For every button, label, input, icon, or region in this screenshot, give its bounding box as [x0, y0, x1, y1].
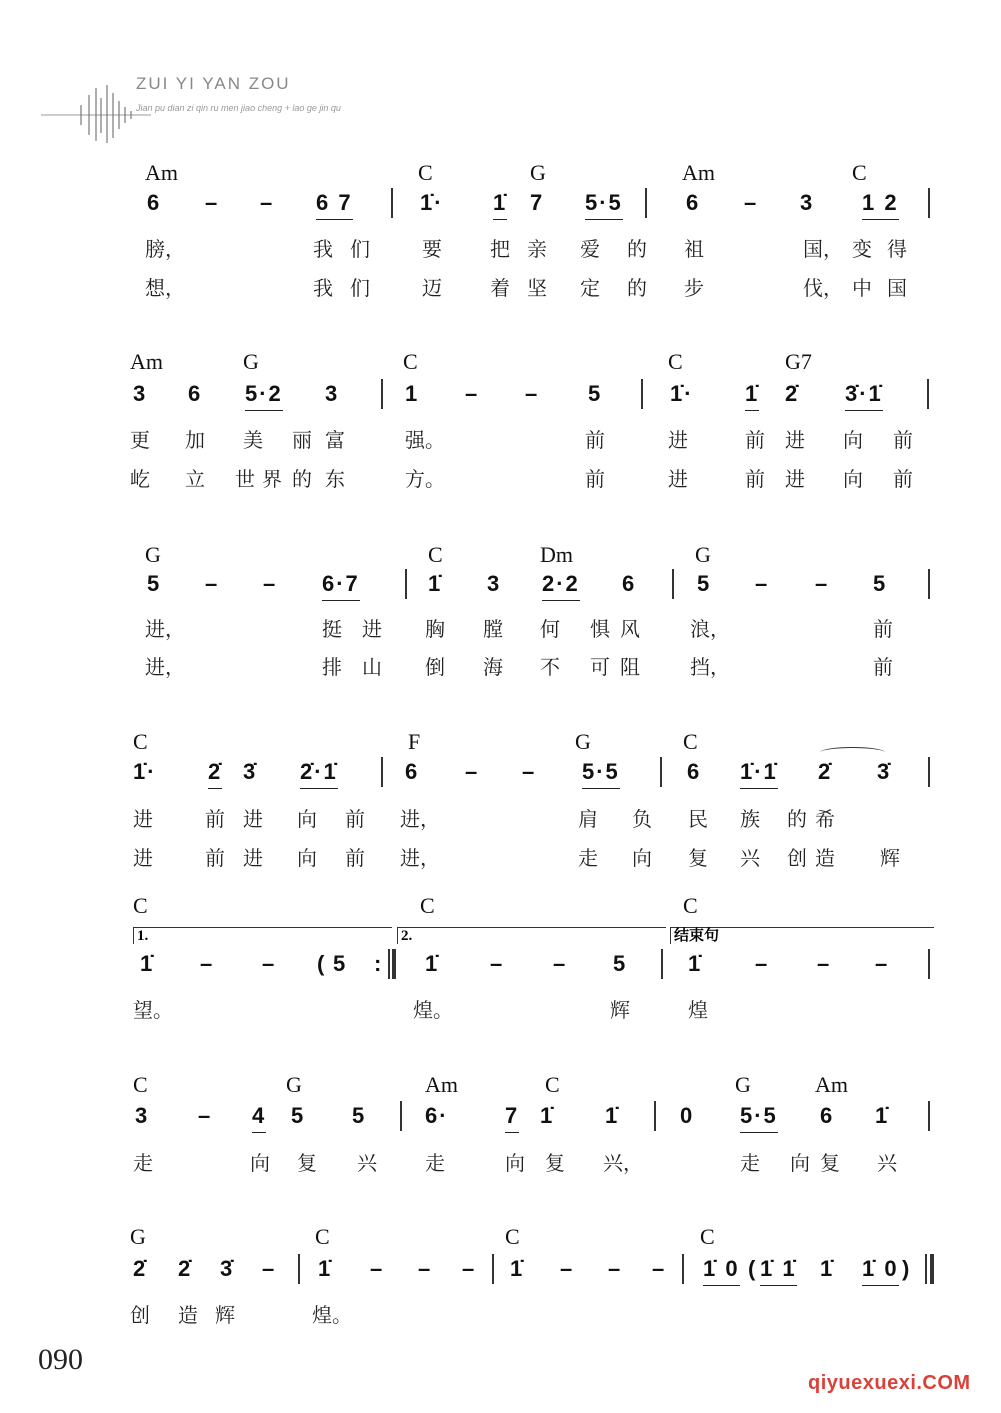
lyric-char: 山 [362, 655, 382, 679]
lyric-char: 富 [325, 428, 345, 452]
tie-arc [820, 747, 885, 758]
note: – [465, 381, 480, 406]
lyric-char: 祖 [684, 237, 704, 261]
volta-bracket: 结束句 [670, 927, 934, 944]
lyric-char: 前 [873, 655, 893, 679]
barline [928, 188, 930, 218]
barline [298, 1254, 300, 1284]
note: 1̇ [140, 951, 155, 976]
note: 6 [686, 190, 701, 215]
lyric-char: 着 [490, 276, 510, 300]
lyric-char: 民 [688, 807, 708, 831]
lyric-char: 美 [243, 428, 263, 452]
lyric-char: 方。 [405, 467, 445, 491]
note: 3 [487, 571, 502, 596]
note: 3̇ [877, 759, 892, 784]
lyric-char: 兴 [877, 1151, 897, 1175]
barline [641, 379, 643, 409]
note: 1 2 [862, 190, 899, 220]
note: 5 [588, 381, 603, 406]
note: 1̇· [133, 759, 157, 784]
note: – [200, 951, 215, 976]
lyric-char: 进 [133, 807, 153, 831]
note: 3̇ [243, 759, 258, 784]
note: – [260, 190, 275, 215]
lyric-char: 我 [313, 237, 333, 261]
lyric-char: 国， [803, 237, 843, 261]
chord-symbol: Am [815, 1072, 848, 1097]
note: – [465, 759, 480, 784]
lyric-char: 进 [362, 617, 382, 641]
lyric-char: 排 [322, 655, 342, 679]
lyric-char: 何 [540, 617, 560, 641]
note: 6·7 [322, 571, 360, 601]
note: 5·2 [245, 381, 283, 411]
lyric-char: 进， [400, 807, 440, 831]
note: 1̇ [493, 190, 507, 220]
lyric-char: 要 [422, 237, 442, 261]
lyric-char: 辉 [215, 1303, 235, 1327]
chord-symbol: C [505, 1224, 520, 1249]
note: 1̇ [510, 1256, 525, 1281]
note: – [263, 571, 278, 596]
lyric-char: 的 [292, 467, 312, 491]
barline [927, 379, 929, 409]
chord-symbol: G [530, 160, 546, 185]
lyric-char: 们 [350, 237, 370, 261]
double-barline [925, 1254, 927, 1284]
note: 1̇ [605, 1103, 620, 1128]
note: 1̇ [540, 1103, 555, 1128]
lyric-char: 界 [262, 467, 282, 491]
lyric-char: 向 [297, 846, 317, 870]
note: 1̇ [425, 951, 440, 976]
lyric-char: 屹 [130, 467, 150, 491]
note: 1̇· [420, 190, 444, 215]
lyric-char: 浪， [690, 617, 730, 641]
note: 5 [697, 571, 712, 596]
lyric-char: 更 [130, 428, 150, 452]
note: – [553, 951, 568, 976]
chord-symbol: F [408, 729, 421, 754]
lyric-char: 进， [400, 846, 440, 870]
note: – [205, 571, 220, 596]
barline [928, 949, 930, 979]
lyric-char: 海 [483, 655, 503, 679]
lyric-char: 复 [688, 846, 708, 870]
chord-symbol: C [683, 893, 698, 918]
lyric-char: 向 [250, 1151, 270, 1175]
note: 1̇·1̇ [740, 759, 778, 789]
chord-symbol: C [668, 349, 683, 374]
note: 1̇· [670, 381, 694, 406]
note: – [262, 1256, 277, 1281]
note: – [560, 1256, 575, 1281]
note: – [262, 951, 277, 976]
chord-symbol: C [133, 729, 148, 754]
lyric-char: 复 [820, 1151, 840, 1175]
lyric-char: 定 [580, 276, 600, 300]
lyric-char: 进 [668, 428, 688, 452]
note: 3̇ [220, 1256, 235, 1281]
page-number: 090 [38, 1343, 83, 1376]
lyric-char: 前 [205, 846, 225, 870]
lyric-char: 可 [590, 655, 610, 679]
lyric-char: 前 [745, 467, 765, 491]
note: 7 [505, 1103, 519, 1133]
lyric-char: 坚 [527, 276, 547, 300]
chord-symbol: G [243, 349, 259, 374]
lyric-char: 辉 [880, 846, 900, 870]
barline [928, 569, 930, 599]
lyric-char: 进， [145, 655, 185, 679]
barline [654, 1101, 656, 1131]
lyric-char: 膀， [145, 237, 185, 261]
barline [928, 1101, 930, 1131]
chord-symbol: C [133, 1072, 148, 1097]
note: 6 [622, 571, 637, 596]
barline [492, 1254, 494, 1284]
lyric-char: 肩 [578, 807, 598, 831]
lyric-char: 族 [740, 807, 760, 831]
barline [645, 188, 647, 218]
lyric-char: 煌 [688, 998, 708, 1022]
note: 6 7 [316, 190, 353, 220]
barline [660, 757, 662, 787]
note: 1̇ 1̇ [760, 1256, 797, 1286]
volta-bracket: 2. [397, 927, 666, 944]
note: 1̇ [428, 571, 443, 596]
lyric-char: 丽 [292, 428, 312, 452]
lyric-char: 走 [740, 1151, 760, 1175]
note: 3 [135, 1103, 150, 1128]
note: 5 [147, 571, 162, 596]
lyric-char: 惧 [590, 617, 610, 641]
note: – [755, 951, 770, 976]
lyric-char: 我 [313, 276, 333, 300]
barline [391, 188, 393, 218]
note: – [652, 1256, 667, 1281]
lyric-char: 想， [145, 276, 185, 300]
lyric-char: 望。 [133, 998, 173, 1022]
lyric-char: 把 [490, 237, 510, 261]
lyric-char: 强。 [405, 428, 445, 452]
note: 2̇ [818, 759, 833, 784]
note: – [370, 1256, 385, 1281]
note: 1̇ [688, 951, 703, 976]
note: 2̇ [208, 759, 222, 789]
lyric-char: 兴， [603, 1151, 643, 1175]
lyric-char: 风 [620, 617, 640, 641]
note: – [418, 1256, 433, 1281]
note: 1̇ 0 [862, 1256, 899, 1286]
chord-symbol: G [286, 1072, 302, 1097]
chord-symbol: C [545, 1072, 560, 1097]
note: – [490, 951, 505, 976]
note: 1 [405, 381, 420, 406]
note: – [522, 759, 537, 784]
lyric-char: 前 [745, 428, 765, 452]
chord-symbol: G [695, 542, 711, 567]
lyric-char: 造 [815, 846, 835, 870]
lyric-char: 阻 [620, 655, 640, 679]
lyric-char: 挡， [690, 655, 730, 679]
lyric-char: 进， [145, 617, 185, 641]
lyric-char: 兴 [740, 846, 760, 870]
lyric-char: 前 [345, 807, 365, 831]
note: – [608, 1256, 623, 1281]
note: 2̇ [133, 1256, 148, 1281]
lyric-char: 东 [325, 467, 345, 491]
note: 4 [252, 1103, 266, 1133]
logo-title: ZUI YI YAN ZOU [136, 74, 291, 93]
lyric-char: 前 [893, 428, 913, 452]
chord-symbol: C [315, 1224, 330, 1249]
note: 2̇·1̇ [300, 759, 338, 789]
note: – [755, 571, 770, 596]
note: – [817, 951, 832, 976]
note: 3 [800, 190, 815, 215]
lyric-char: 不 [540, 655, 560, 679]
lyric-char: 向 [632, 846, 652, 870]
lyric-char: 兴 [357, 1151, 377, 1175]
chord-symbol: C [418, 160, 433, 185]
note: ( [748, 1256, 758, 1281]
note: 2̇ [178, 1256, 193, 1281]
lyric-char: 进 [243, 807, 263, 831]
lyric-char: 向 [843, 467, 863, 491]
lyric-char: 煌。 [413, 998, 453, 1022]
note: 3 [325, 381, 340, 406]
note: 1̇ [820, 1256, 835, 1281]
note: 5·5 [582, 759, 620, 789]
lyric-char: 向 [790, 1151, 810, 1175]
note: 3 [133, 381, 148, 406]
barline [381, 379, 383, 409]
lyric-char: 们 [350, 276, 370, 300]
lyric-char: 得 [887, 237, 907, 261]
note: 5·5 [740, 1103, 778, 1133]
note: 1̇ [745, 381, 759, 411]
note: 5 [613, 951, 628, 976]
lyric-char: 世 [235, 467, 255, 491]
lyric-char: 的 [787, 807, 807, 831]
lyric-char: 复 [545, 1151, 565, 1175]
note: – [198, 1103, 213, 1128]
barline [381, 757, 383, 787]
lyric-char: 向 [297, 807, 317, 831]
lyric-char: 进 [668, 467, 688, 491]
chord-symbol: Am [130, 349, 163, 374]
lyric-char: 膛 [483, 617, 503, 641]
barline [928, 757, 930, 787]
chord-symbol: Am [425, 1072, 458, 1097]
chord-symbol: Am [682, 160, 715, 185]
lyric-char: 辉 [610, 998, 630, 1022]
chord-symbol: G [735, 1072, 751, 1097]
lyric-char: 的 [627, 276, 647, 300]
lyric-char: 负 [632, 807, 652, 831]
lyric-char: 进 [243, 846, 263, 870]
lyric-char: 前 [585, 428, 605, 452]
chord-symbol: C [852, 160, 867, 185]
note: 6 [820, 1103, 835, 1128]
note: 5·5 [585, 190, 623, 220]
note: – [462, 1256, 477, 1281]
lyric-char: 前 [873, 617, 893, 641]
lyric-char: 中 [852, 276, 872, 300]
note: : [374, 951, 384, 976]
note: – [205, 190, 220, 215]
lyric-char: 创 [787, 846, 807, 870]
chord-symbol: Am [145, 160, 178, 185]
lyric-char: 向 [505, 1151, 525, 1175]
lyric-char: 前 [893, 467, 913, 491]
lyric-char: 创 [130, 1303, 150, 1327]
chord-symbol: C [403, 349, 418, 374]
lyric-char: 前 [205, 807, 225, 831]
note: 1̇ 0 [703, 1256, 740, 1286]
note: 6 [147, 190, 162, 215]
lyric-char: 走 [425, 1151, 445, 1175]
barline [661, 949, 663, 979]
lyric-char: 加 [185, 428, 205, 452]
note: 3̇·1̇ [845, 381, 883, 411]
lyric-char: 前 [345, 846, 365, 870]
watermark: qiyuexuexi.COM [808, 1372, 971, 1394]
note: 6 [405, 759, 420, 784]
barline [400, 1101, 402, 1131]
lyric-char: 走 [133, 1151, 153, 1175]
lyric-char: 胸 [425, 617, 445, 641]
lyric-char: 复 [297, 1151, 317, 1175]
logo-waveform-icon [25, 65, 135, 125]
lyric-char: 的 [627, 237, 647, 261]
note: 5 [352, 1103, 367, 1128]
lyric-char: 步 [684, 276, 704, 300]
note: 2̇ [785, 381, 800, 406]
lyric-char: 挺 [322, 617, 342, 641]
note: 0 [680, 1103, 695, 1128]
double-barline [388, 949, 390, 979]
chord-symbol: C [683, 729, 698, 754]
lyric-char: 进 [785, 467, 805, 491]
note: 1̇ [875, 1103, 890, 1128]
lyric-char: 走 [578, 846, 598, 870]
double-barline [930, 1254, 934, 1284]
lyric-char: 立 [185, 467, 205, 491]
note: ( [317, 951, 327, 976]
volta-bracket: 1. [133, 927, 392, 944]
note: 5 [333, 951, 348, 976]
lyric-char: 伐， [803, 276, 843, 300]
lyric-char: 倒 [425, 655, 445, 679]
lyric-char: 变 [852, 237, 872, 261]
lyric-char: 迈 [422, 276, 442, 300]
lyric-char: 进 [785, 428, 805, 452]
barline [672, 569, 674, 599]
note: – [744, 190, 759, 215]
note: 6· [425, 1103, 449, 1128]
note: 1̇ [318, 1256, 333, 1281]
lyric-char: 希 [815, 807, 835, 831]
chord-symbol: G [130, 1224, 146, 1249]
note: 5 [291, 1103, 306, 1128]
note: – [815, 571, 830, 596]
note: 2·2 [542, 571, 580, 601]
note: ) [902, 1256, 912, 1281]
logo-subtitle: Jian pu dian zi qin ru men jiao cheng + lao ge jin qu [136, 103, 341, 113]
note: 7 [530, 190, 545, 215]
note: 6 [188, 381, 203, 406]
chord-symbol: C [700, 1224, 715, 1249]
chord-symbol: C [420, 893, 435, 918]
barline [405, 569, 407, 599]
lyric-char: 进 [133, 846, 153, 870]
chord-symbol: G7 [785, 349, 812, 374]
lyric-char: 前 [585, 467, 605, 491]
chord-symbol: C [133, 893, 148, 918]
chord-symbol: C [428, 542, 443, 567]
lyric-char: 煌。 [312, 1303, 352, 1327]
lyric-char: 国 [887, 276, 907, 300]
chord-symbol: G [575, 729, 591, 754]
lyric-char: 爱 [580, 237, 600, 261]
note: – [525, 381, 540, 406]
lyric-char: 向 [843, 428, 863, 452]
note: 5 [873, 571, 888, 596]
lyric-char: 造 [178, 1303, 198, 1327]
note: 6 [687, 759, 702, 784]
double-barline [392, 949, 396, 979]
chord-symbol: Dm [540, 542, 573, 567]
barline [682, 1254, 684, 1284]
note: – [875, 951, 890, 976]
lyric-char: 亲 [527, 237, 547, 261]
chord-symbol: G [145, 542, 161, 567]
